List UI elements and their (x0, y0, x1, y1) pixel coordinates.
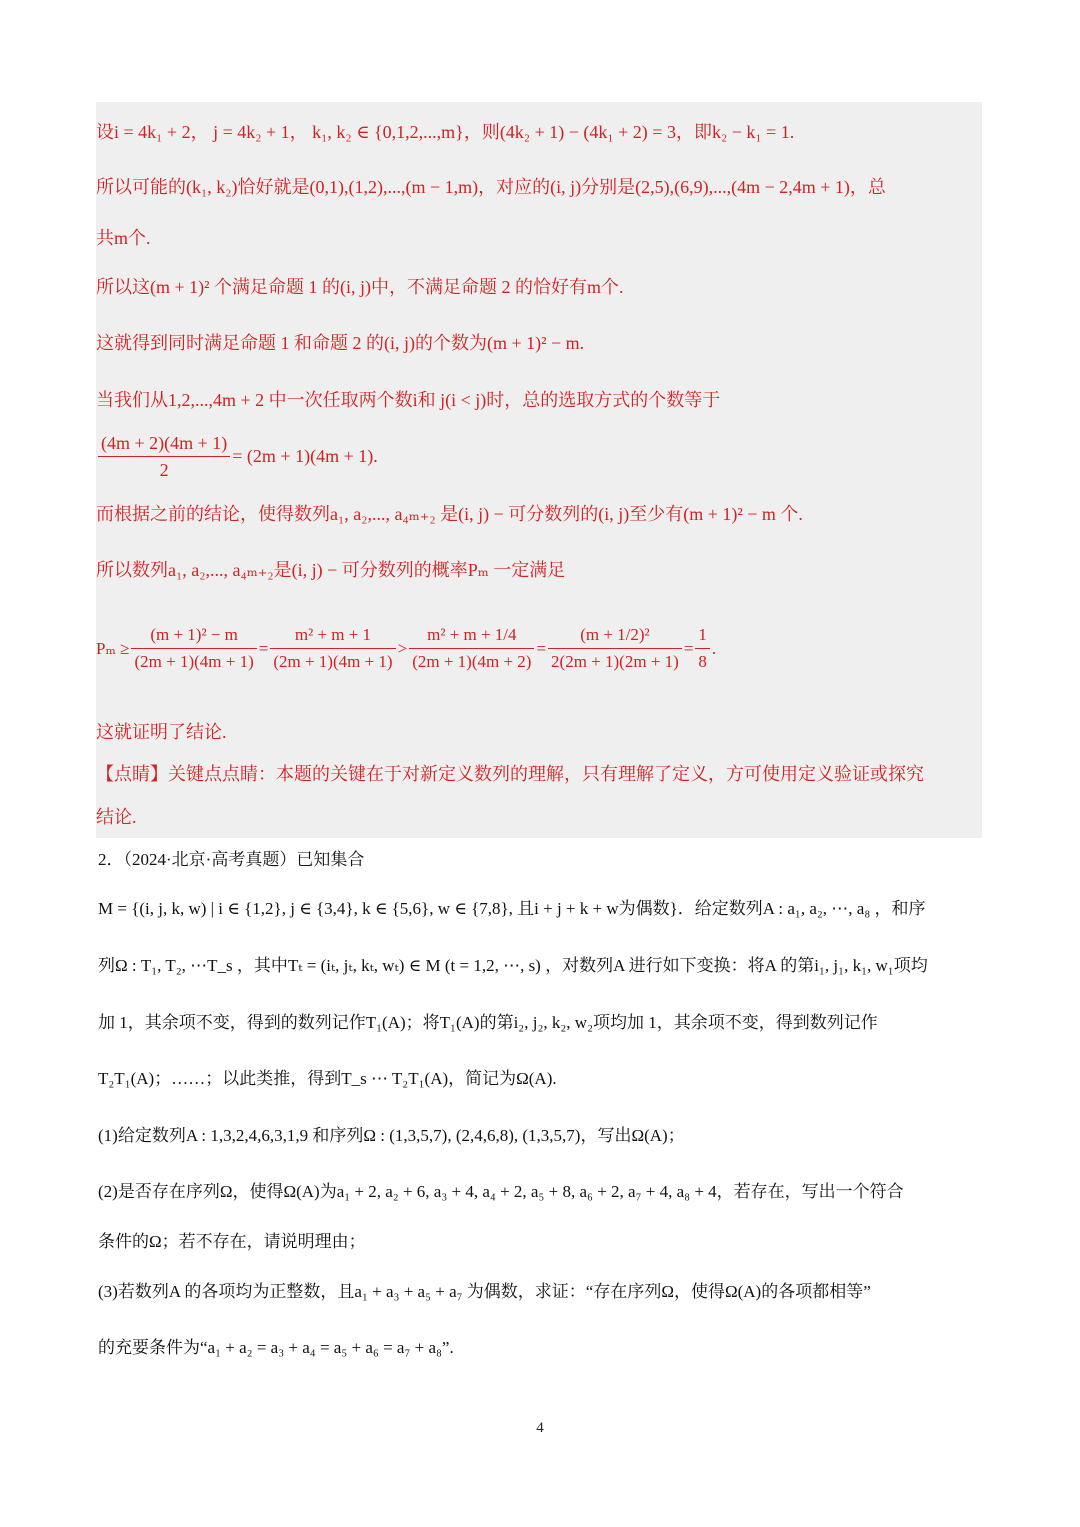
operator-2: > (397, 638, 408, 658)
question-2-line-2: 条件的Ω；若不存在，请说明理由； (98, 1232, 366, 1251)
fraction-denominator: 2 (98, 456, 230, 483)
solution-line-5: 这就得到同时满足命题 1 和命题 2 的(i, j)的个数为(m + 1)² − m. (96, 333, 585, 353)
fraction-5-denominator: 8 (695, 648, 710, 675)
solution-block (96, 102, 982, 838)
fraction-2 (270, 622, 395, 675)
fraction-2-numerator: m² + m + 1 (294, 625, 372, 644)
fraction-5-numerator: 1 (698, 625, 707, 644)
fraction-1-numerator: (m + 1)² − m (150, 625, 238, 644)
operator-1: = (258, 638, 269, 658)
problem-line-omega: T₂T₁(A)；……；以此类推，得到T_s ⋯ T₂T₁(A)，简记为Ω(A). (98, 1069, 557, 1088)
operator-4: = (683, 638, 694, 658)
solution-line-8: 所以数列a₁, a₂,..., a₄ₘ₊₂是(i, j) − 可分数列的概率Pₘ 一定满足 (96, 560, 566, 580)
fraction-numerator: (4m + 2)(4m + 1) (101, 433, 228, 453)
solution-line-10: 【点睛】关键点点睛：本题的关键在于对新定义数列的理解，只有理解了定义，方可使用定义验证或探究 (96, 764, 924, 784)
question-3-line-1: (3)若数列A 的各项均为正整数，且a₁ + a₃ + a₅ + a₇ 为偶数，求证：“存在序列Ω，使得Ω(A)的各项都相等” (98, 1282, 871, 1301)
question-1: (1)给定数列A : 1,3,2,4,6,3,1,9 和序列Ω : (1,3,5,7), (2,4,6,8), (1,3,5,7)，写出Ω(A)； (98, 1126, 685, 1145)
fraction-4-numerator: (m + 1/2)² (580, 625, 650, 644)
solution-line-4: 所以这(m + 1)² 个满足命题 1 的(i, j)中，不满足命题 2 的恰好有m个. (96, 277, 624, 297)
solution-line-2: 所以可能的(k₁, k₂)恰好就是(0,1),(1,2),...,(m − 1,m)，对应的(i, j)分别是(2,5),(6,9),...,(4m − 2,4m + 1)，总 (96, 177, 886, 197)
equation-total-choices (96, 430, 378, 483)
solution-line-9: 这就证明了结论. (96, 722, 227, 742)
page-number: 4 (536, 1420, 544, 1436)
question-2-line-1: (2)是否存在序列Ω，使得Ω(A)为a₁ + 2, a₂ + 6, a₃ + 4, a₄ + 2, a₅ + 8, a₆ + 2, a₇ + 4, a₈ + 4，若存在，写出一个符合 (98, 1182, 904, 1201)
pm-lhs: Pₘ ≥ (96, 638, 130, 658)
fraction (98, 430, 230, 483)
question-3-line-2: 的充要条件为“a₁ + a₂ = a₃ + a₄ = a₅ + a₆ = a₇ + a₈”. (98, 1338, 454, 1357)
fraction-2-denominator: (2m + 1)(4m + 1) (270, 648, 395, 675)
equation-probability-bound (96, 622, 716, 675)
fraction-4 (548, 622, 682, 675)
fraction-5 (695, 622, 710, 675)
problem-line-transform: 加 1，其余项不变，得到的数列记作T₁(A)；将T₁(A)的第i₂, j₂, k₂, w₂项均加 1，其余项不变，得到数列记作 (98, 1013, 878, 1032)
problem-line-sequence: 列Ω : T₁, T₂, ⋯T_s ，其中Tₜ = (iₜ, jₜ, kₜ, wₜ) ∈ M (t = 1,2, ⋯, s) ，对数列A 进行如下变换：将A 的第i₁, j₁, k₁, w₁项均 (98, 956, 928, 975)
solution-line-1: 设i = 4k₁ + 2， j = 4k₂ + 1， k₁, k₂ ∈ {0,1,2,...,m}，则(4k₂ + 1) − (4k₁ + 2) = 3，即k₂ − k₁ = 1. (96, 122, 795, 142)
problem-line-set-m: M = {(i, j, k, w) | i ∈ {1,2}, j ∈ {3,4}, k ∈ {5,6}, w ∈ {7,8}, 且i + j + k + w为偶数}．给定数列A : a₁, a₂, ⋯, a₈ ，和序 (98, 899, 926, 918)
fraction-4-denominator: 2(2m + 1)(2m + 1) (548, 648, 682, 675)
fraction-3 (409, 622, 534, 675)
fraction-3-numerator: m² + m + 1/4 (427, 625, 517, 644)
fraction-3-denominator: (2m + 1)(4m + 2) (409, 648, 534, 675)
fraction-1 (131, 622, 256, 675)
solution-line-7: 而根据之前的结论，使得数列a₁, a₂,..., a₄ₘ₊₂ 是(i, j) − 可分数列的(i, j)至少有(m + 1)² − m 个. (96, 504, 803, 524)
equation-end: . (711, 638, 717, 658)
solution-line-11: 结论. (96, 807, 137, 827)
solution-line-6: 当我们从1,2,...,4m + 2 中一次任取两个数i和 j(i < j)时，总的选取方式的个数等于 (96, 390, 721, 410)
problem-heading: 2．（2024·北京·高考真题）已知集合 (98, 850, 365, 869)
equation-rhs: = (2m + 1)(4m + 1). (232, 446, 378, 466)
operator-3: = (536, 638, 547, 658)
solution-line-3: 共m个. (96, 228, 151, 248)
fraction-1-denominator: (2m + 1)(4m + 1) (131, 648, 256, 675)
